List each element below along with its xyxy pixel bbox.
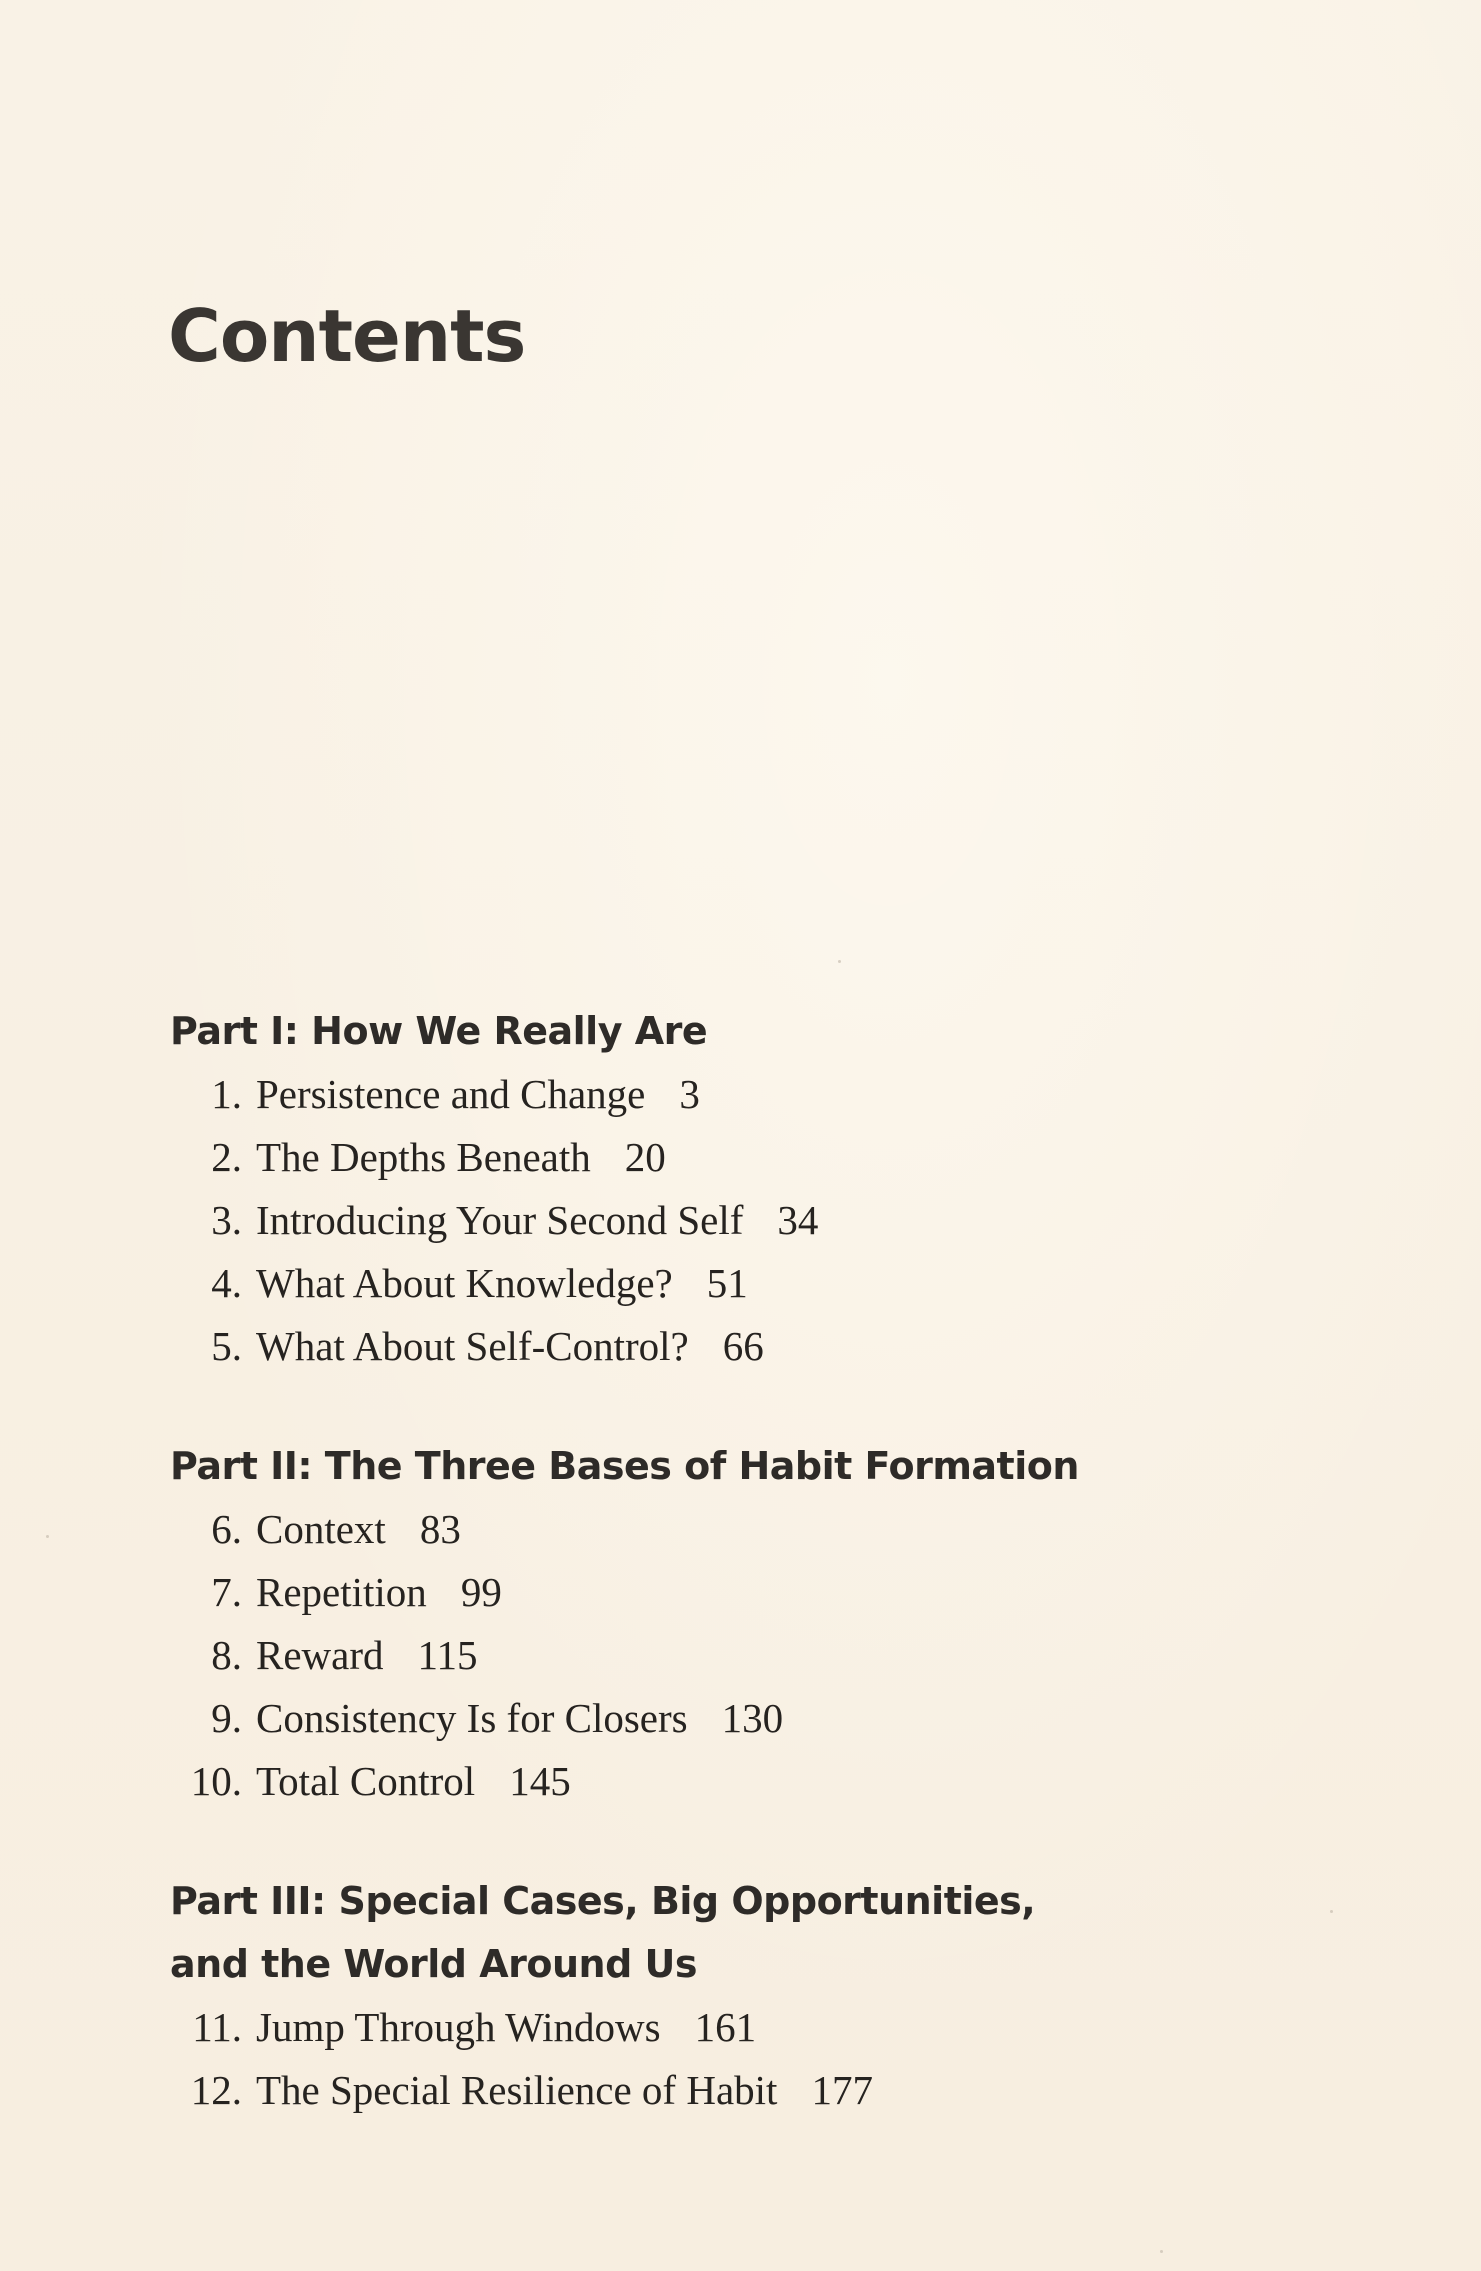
toc-entry[interactable]: [170, 1189, 818, 1252]
chapter-page: 177: [811, 2067, 873, 2113]
chapter-title: Persistence and Change: [256, 1071, 646, 1117]
chapter-number: 11.: [192, 2004, 242, 2050]
chapter-title: Introducing Your Second Self: [256, 1197, 744, 1243]
chapter-number: 2.: [211, 1134, 242, 1180]
chapter-number: 5.: [211, 1323, 242, 1369]
chapter-page: 66: [722, 1323, 764, 1369]
toc-entry[interactable]: [170, 1126, 666, 1189]
toc-entry[interactable]: [170, 1498, 461, 1561]
chapter-title: Consistency Is for Closers: [256, 1695, 688, 1741]
chapter-number: 4.: [211, 1260, 242, 1306]
chapter-title: What About Knowledge?: [256, 1260, 673, 1306]
page-title: Contents: [168, 294, 526, 378]
chapter-number: 1.: [211, 1071, 242, 1117]
part-1-heading: Part I: How We Really Are: [170, 1009, 708, 1053]
chapter-number: 12.: [190, 2067, 242, 2113]
chapter-number: 9.: [211, 1695, 242, 1741]
chapter-title: Reward: [256, 1632, 384, 1678]
chapter-title: The Depths Beneath: [256, 1134, 591, 1180]
chapter-title: Repetition: [256, 1569, 427, 1615]
toc-entry[interactable]: [170, 2059, 873, 2122]
part-2-heading: Part II: The Three Bases of Habit Formation: [170, 1444, 1079, 1488]
paper-speck: [46, 1535, 49, 1538]
chapter-page: 83: [419, 1506, 461, 1552]
chapter-title: What About Self-Control?: [256, 1323, 689, 1369]
chapter-page: 145: [509, 1758, 571, 1804]
paper-speck: [838, 960, 841, 963]
chapter-title: Jump Through Windows: [256, 2004, 661, 2050]
chapter-page: 34: [777, 1197, 819, 1243]
toc-entry[interactable]: [170, 1750, 571, 1813]
toc-entry[interactable]: [170, 1252, 748, 1315]
toc-entry[interactable]: [170, 1561, 502, 1624]
part-3-heading-line-2: and the World Around Us: [170, 1942, 697, 1986]
chapter-page: 51: [706, 1260, 748, 1306]
chapter-page: 115: [417, 1632, 478, 1678]
chapter-title: Total Control: [256, 1758, 476, 1804]
chapter-number: 6.: [211, 1506, 242, 1552]
paper-speck: [1160, 2250, 1163, 2253]
toc-entry[interactable]: [170, 1624, 478, 1687]
toc-entry[interactable]: [170, 1315, 764, 1378]
chapter-page: 20: [624, 1134, 666, 1180]
paper-speck: [1330, 1910, 1333, 1913]
chapter-number: 7.: [211, 1569, 242, 1615]
toc-entry[interactable]: [170, 1063, 700, 1126]
chapter-page: 99: [460, 1569, 502, 1615]
chapter-number: 3.: [211, 1197, 242, 1243]
chapter-page: 130: [721, 1695, 784, 1741]
chapter-page: 3: [679, 1071, 700, 1117]
chapter-number: 8.: [211, 1632, 242, 1678]
chapter-page: 161: [694, 2004, 757, 2050]
toc-entry[interactable]: [170, 1996, 756, 2059]
part-3-heading-line-1: Part III: Special Cases, Big Opportunities,: [170, 1879, 1036, 1923]
chapter-number: 10.: [190, 1758, 242, 1804]
toc-entry[interactable]: [170, 1687, 783, 1750]
chapter-title: The Special Resilience of Habit: [256, 2067, 778, 2113]
chapter-title: Context: [256, 1506, 386, 1552]
